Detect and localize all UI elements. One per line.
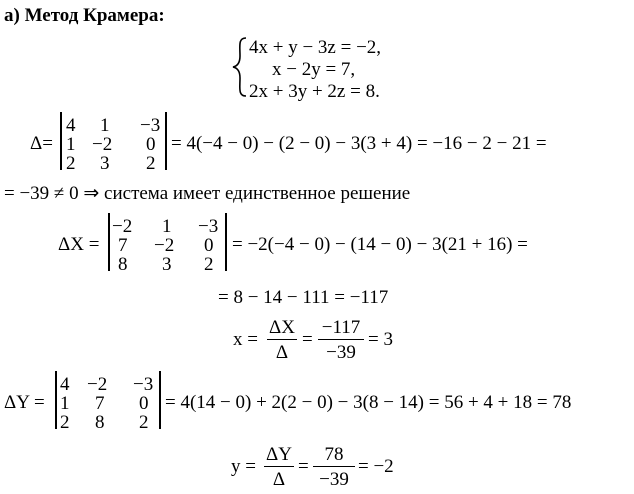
delta-cell: 2 bbox=[146, 153, 156, 174]
x-fraction-2 bbox=[318, 318, 364, 362]
delta-y-matrix-right-bar bbox=[159, 371, 161, 429]
y-fraction-1-denominator: Δ bbox=[272, 469, 286, 491]
x-fraction-1-bar bbox=[267, 339, 297, 340]
delta-y-cell: 7 bbox=[95, 393, 105, 414]
delta-y-cell: 2 bbox=[139, 412, 149, 433]
delta-x-cell: 7 bbox=[118, 235, 128, 256]
x-lhs: x = bbox=[233, 329, 258, 350]
x-fraction-1-numerator: ΔX bbox=[269, 317, 295, 338]
delta-y-label: ΔY = bbox=[4, 392, 45, 413]
delta-x-matrix-right-bar bbox=[225, 213, 227, 271]
delta-x-label: ΔX = bbox=[58, 234, 100, 255]
delta-y-cell: 1 bbox=[60, 393, 70, 414]
delta-cell: 3 bbox=[100, 153, 110, 174]
system-eq-2: x − 2y = 7, bbox=[272, 59, 356, 80]
x-fraction-2-denominator: −39 bbox=[326, 342, 356, 364]
delta-x-cell: 0 bbox=[204, 235, 214, 256]
y-fraction-1-bar bbox=[264, 466, 294, 467]
delta-y-matrix-left-bar bbox=[55, 371, 57, 429]
y-fraction-2 bbox=[313, 445, 355, 489]
delta-matrix-right-bar bbox=[165, 112, 167, 170]
x-fraction-2-bar bbox=[318, 339, 364, 340]
delta-x-cell: 8 bbox=[118, 254, 128, 275]
y-result: = −2 bbox=[358, 456, 394, 477]
system-eq-1: 4x + y − 3z = −2, bbox=[249, 37, 382, 58]
delta-x-expansion: = −2(−4 − 0) − (14 − 0) − 3(21 + 16) = bbox=[232, 234, 528, 255]
x-fraction-2-numerator: −117 bbox=[321, 317, 361, 338]
delta-y-cell: 0 bbox=[139, 393, 149, 414]
delta-expansion: = 4(−4 − 0) − (2 − 0) − 3(3 + 4) = −16 − 2 − 21 = bbox=[171, 133, 547, 154]
x-fraction-1 bbox=[267, 318, 297, 362]
y-fraction-1-numerator: ΔY bbox=[266, 444, 292, 465]
delta-label: Δ= bbox=[30, 133, 53, 154]
delta-y-cell: −3 bbox=[133, 374, 154, 395]
y-equals: = bbox=[298, 456, 309, 477]
delta-cell: 2 bbox=[66, 153, 76, 174]
delta-y-cell: −2 bbox=[87, 374, 108, 395]
delta-y-cell: 8 bbox=[95, 412, 105, 433]
y-fraction-2-numerator: 78 bbox=[324, 444, 344, 465]
delta-x-cell: 1 bbox=[162, 216, 172, 237]
delta-x-cell: 3 bbox=[162, 254, 172, 275]
delta-matrix-left-bar bbox=[60, 112, 62, 170]
y-lhs: y = bbox=[231, 456, 256, 477]
system-eq-3: 2x + 3y + 2z = 8. bbox=[249, 81, 380, 102]
delta-cell: 4 bbox=[66, 115, 76, 136]
x-equals: = bbox=[302, 329, 313, 350]
delta-cell: 1 bbox=[66, 134, 76, 155]
delta-y-cell: 4 bbox=[60, 374, 70, 395]
x-fraction-1-denominator: Δ bbox=[275, 342, 289, 364]
y-fraction-2-bar bbox=[313, 466, 355, 467]
y-fraction-2-denominator: −39 bbox=[319, 469, 349, 491]
delta-x-cell: −2 bbox=[112, 216, 133, 237]
delta-y-expansion: = 4(14 − 0) + 2(2 − 0) − 3(8 − 14) = 56 + 4 + 18 = 78 bbox=[165, 392, 572, 413]
delta-x-matrix-left-bar bbox=[108, 213, 110, 271]
delta-x-result: = 8 − 14 − 111 = −117 bbox=[218, 287, 389, 308]
delta-result: = −39 ≠ 0 ⇒ система имеет единственное решение bbox=[4, 183, 411, 204]
delta-x-cell: −2 bbox=[154, 235, 175, 256]
delta-cell: −3 bbox=[140, 115, 161, 136]
delta-x-cell: 2 bbox=[204, 254, 214, 275]
delta-cell: 1 bbox=[100, 115, 110, 136]
delta-cell: 0 bbox=[146, 134, 156, 155]
x-result: = 3 bbox=[368, 329, 393, 350]
y-fraction-1 bbox=[264, 445, 294, 489]
page-heading: а) Метод Крамера: bbox=[4, 5, 165, 26]
delta-cell: −2 bbox=[92, 134, 113, 155]
delta-y-cell: 2 bbox=[60, 412, 70, 433]
delta-x-cell: −3 bbox=[198, 216, 219, 237]
